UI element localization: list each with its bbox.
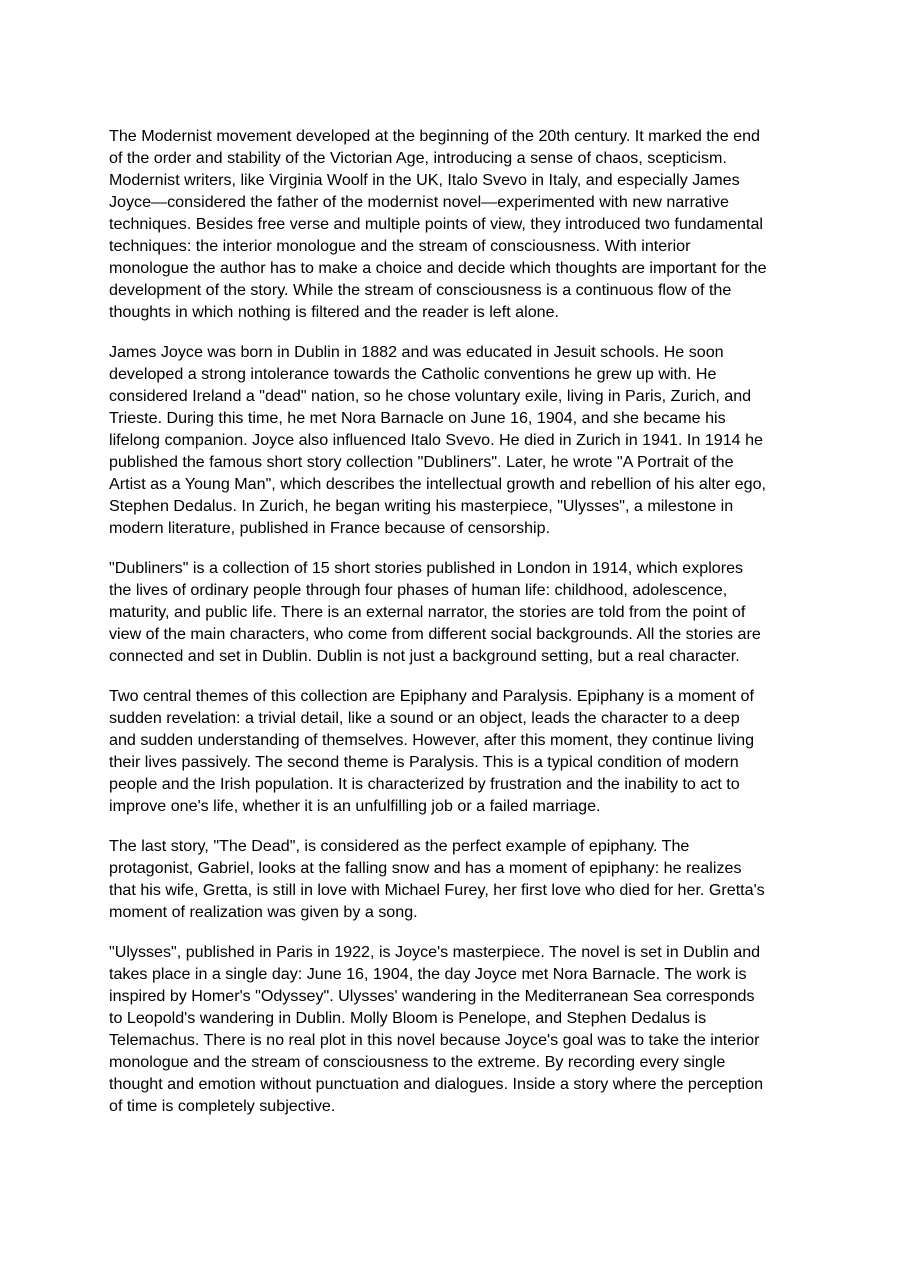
text-line: Two central themes of this collection are Epiphany and Paralysis. Epiphany is a moment of	[109, 687, 754, 705]
text-line: of time is completely subjective.	[109, 1097, 336, 1115]
text-line: lifelong companion. Joyce also influenced Italo Svevo. He died in Zurich in 1941. In 1914 he	[109, 431, 763, 449]
text-line: of the order and stability of the Victorian Age, introducing a sense of chaos, scepticism.	[109, 149, 727, 167]
text-line: inspired by Homer's "Odyssey". Ulysses' wandering in the Mediterranean Sea corresponds	[109, 987, 755, 1005]
text-line: protagonist, Gabriel, looks at the falling snow and has a moment of epiphany: he realizes	[109, 859, 742, 877]
text-line: takes place in a single day: June 16, 1904, the day Joyce met Nora Barnacle. The work is	[109, 965, 747, 983]
text-line: that his wife, Gretta, is still in love with Michael Furey, her first love who died for her. Gretta's	[109, 881, 765, 899]
text-line: Stephen Dedalus. In Zurich, he began writing his masterpiece, "Ulysses", a milestone in	[109, 497, 734, 515]
text-line: The Modernist movement developed at the beginning of the 20th century. It marked the end	[109, 127, 761, 145]
text-line: published the famous short story collection "Dubliners". Later, he wrote "A Portrait of the	[109, 453, 734, 471]
paragraph-ulysses	[109, 941, 791, 1117]
text-line: techniques. Besides free verse and multiple points of view, they introduced two fundamental	[109, 215, 763, 233]
paragraph-joyce-biography	[109, 341, 791, 539]
text-line: modern literature, published in France because of censorship.	[109, 519, 551, 537]
text-line: thoughts in which nothing is filtered and the reader is left alone.	[109, 303, 560, 321]
paragraph-modernism	[109, 125, 791, 323]
text-line: Trieste. During this time, he met Nora Barnacle on June 16, 1904, and she became his	[109, 409, 726, 427]
text-line: the lives of ordinary people through four phases of human life: childhood, adolescence,	[109, 581, 728, 599]
text-line: Telemachus. There is no real plot in this novel because Joyce's goal was to take the interior	[109, 1031, 760, 1049]
text-line: people and the Irish population. It is characterized by frustration and the inability to act to	[109, 775, 740, 793]
text-line: and sudden understanding of themselves. However, after this moment, they continue living	[109, 731, 755, 749]
text-line: Joyce—considered the father of the modernist novel—experimented with new narrative	[109, 193, 729, 211]
paragraph-the-dead	[109, 835, 791, 923]
text-line: developed a strong intolerance towards the Catholic conventions he grew up with. He	[109, 365, 717, 383]
text-line: moment of realization was given by a song.	[109, 903, 418, 921]
text-line: monologue the author has to make a choice and decide which thoughts are important for the	[109, 259, 767, 277]
text-line: monologue and the stream of consciousness to the extreme. By recording every single	[109, 1053, 726, 1071]
text-line: "Ulysses", published in Paris in 1922, is Joyce's masterpiece. The novel is set in Dublin and	[109, 943, 761, 961]
text-line: view of the main characters, who come from different social backgrounds. All the stories are	[109, 625, 761, 643]
paragraph-themes	[109, 685, 791, 817]
text-line: Modernist writers, like Virginia Woolf in the UK, Italo Svevo in Italy, and especially James	[109, 171, 740, 189]
text-line: The last story, "The Dead", is considered as the perfect example of epiphany. The	[109, 837, 690, 855]
text-line: improve one's life, whether it is an unfulfilling job or a failed marriage.	[109, 797, 601, 815]
paragraph-dubliners	[109, 557, 791, 667]
text-line: development of the story. While the stream of consciousness is a continuous flow of the	[109, 281, 732, 299]
text-line: James Joyce was born in Dublin in 1882 and was educated in Jesuit schools. He soon	[109, 343, 724, 361]
text-line: connected and set in Dublin. Dublin is not just a background setting, but a real character.	[109, 647, 740, 665]
text-line: considered Ireland a "dead" nation, so he chose voluntary exile, living in Paris, Zurich, and	[109, 387, 752, 405]
text-line: techniques: the interior monologue and the stream of consciousness. With interior	[109, 237, 691, 255]
text-line: their lives passively. The second theme is Paralysis. This is a typical condition of modern	[109, 753, 739, 771]
text-line: Artist as a Young Man", which describes the intellectual growth and rebellion of his alter ego,	[109, 475, 766, 493]
document-page	[109, 125, 791, 1135]
text-line: "Dubliners" is a collection of 15 short stories published in London in 1914, which explores	[109, 559, 744, 577]
text-line: maturity, and public life. There is an external narrator, the stories are told from the point of	[109, 603, 746, 621]
text-line: sudden revelation: a trivial detail, like a sound or an object, leads the character to a deep	[109, 709, 740, 727]
text-line: thought and emotion without punctuation and dialogues. Inside a story where the perception	[109, 1075, 764, 1093]
text-line: to Leopold's wandering in Dublin. Molly Bloom is Penelope, and Stephen Dedalus is	[109, 1009, 707, 1027]
